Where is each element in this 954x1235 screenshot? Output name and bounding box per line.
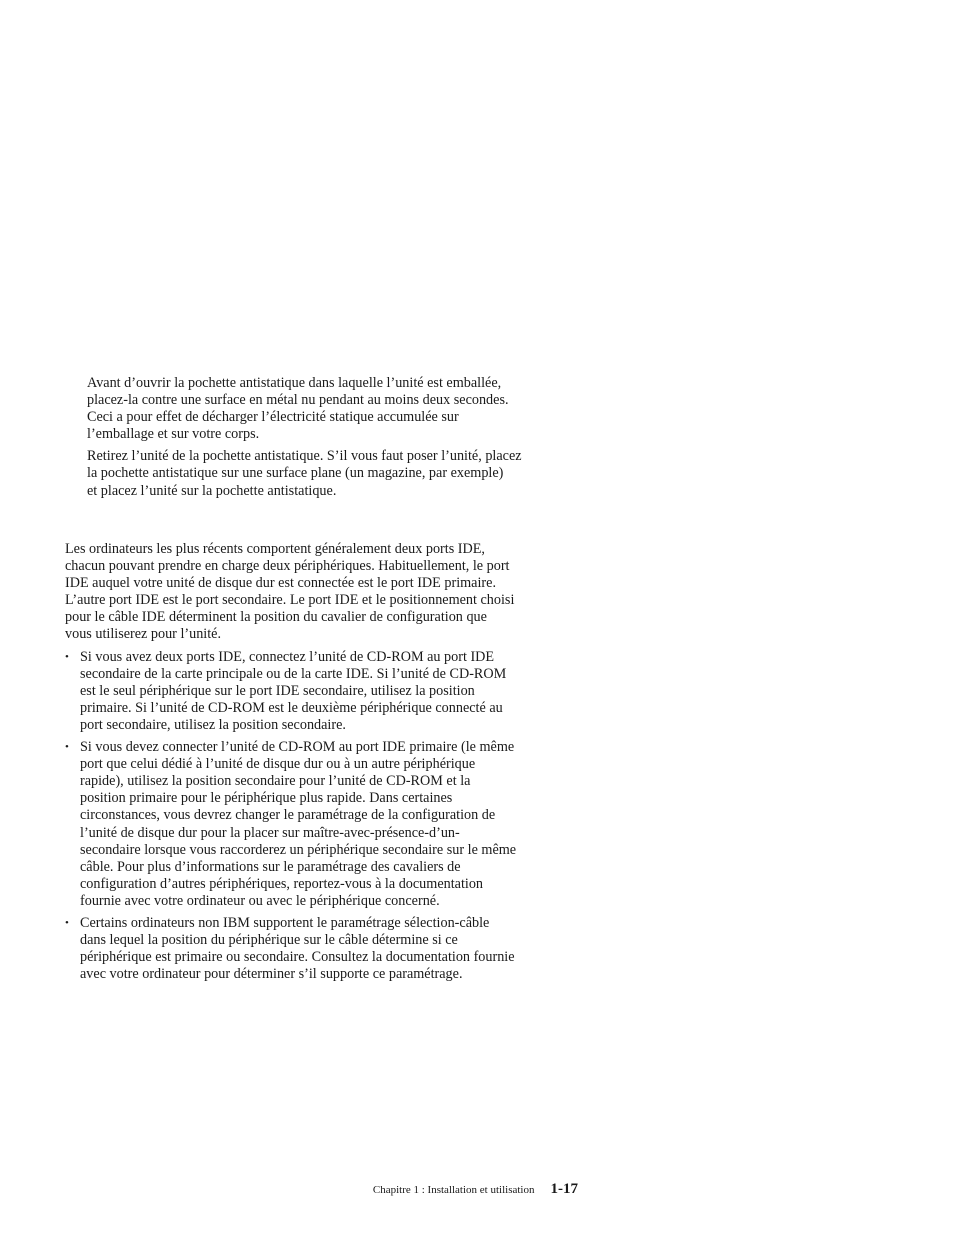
list-item: [65, 649, 577, 734]
text-line: fournie avec votre ordinateur ou avec le périphérique concerné.: [80, 892, 440, 909]
text-line: circonstances, vous devrez changer le paramétrage de la configuration de: [80, 807, 496, 824]
text-line: dans lequel la position du périphérique sur le câble détermine si ce: [80, 932, 458, 949]
text-line: primaire. Si l’unité de CD-ROM est le deuxième périphérique connecté au: [80, 699, 503, 716]
text-line: avec votre ordinateur pour déterminer s’il supporte ce paramétrage.: [80, 966, 463, 983]
text-line: câble. Pour plus d’informations sur le paramétrage des cavaliers de: [80, 858, 461, 875]
page-number: 1-17: [550, 1181, 578, 1197]
text-line: Si vous avez deux ports IDE, connectez l’unité de CD-ROM au port IDE: [80, 648, 495, 665]
list-item: [65, 915, 577, 983]
text-line: Si vous devez connecter l’unité de CD-ROM au port IDE primaire (le même: [80, 739, 515, 756]
text-line: et placez l’unité sur la pochette antistatique.: [87, 482, 337, 499]
text-line: L’autre port IDE est le port secondaire. Le port IDE et le positionnement choisi: [65, 592, 515, 609]
bullet-list: [65, 649, 577, 984]
text-line: secondaire de la carte principale ou de la carte IDE. Si l’unité de CD-ROM: [80, 665, 507, 682]
antistatic-note: [87, 375, 577, 500]
text-line: rapide), utilisez la position secondaire pour l’unité de CD-ROM et la: [80, 773, 471, 790]
note-paragraph-2: [87, 448, 577, 499]
text-line: Les ordinateurs les plus récents comportent généralement deux ports IDE,: [65, 541, 485, 557]
text-line: l’emballage et sur votre corps.: [87, 426, 260, 443]
text-line: position primaire pour le périphérique plus rapide. Dans certaines: [80, 790, 453, 807]
text-line: périphérique est primaire ou secondaire. Consultez la documentation fournie: [80, 949, 515, 966]
bullet-icon: •: [65, 741, 69, 754]
text-line: Ceci a pour effet de décharger l’électricité statique accumulée sur: [87, 409, 459, 426]
text-line: configuration d’autres périphériques, reportez-vous à la documentation: [80, 875, 484, 892]
list-item: [65, 739, 577, 910]
text-line: vous utiliserez pour l’unité.: [65, 626, 222, 643]
note-paragraph-1: [87, 375, 577, 443]
page-footer: [0, 1180, 578, 1198]
text-line: la pochette antistatique sur une surface plane (un magazine, par exemple): [87, 465, 504, 482]
text-line: Avant d’ouvrir la pochette antistatique dans laquelle l’unité est emballée,: [87, 375, 502, 391]
bullet-icon: •: [65, 650, 69, 663]
text-line: placez-la contre une surface en métal nu pendant au moins deux secondes.: [87, 392, 509, 409]
text-line: est le seul périphérique sur le port IDE secondaire, utilisez la position: [80, 682, 475, 699]
text-line: l’unité de disque dur pour la placer sur maître-avec-présence-d’un-: [80, 824, 460, 841]
intro-paragraph: [65, 541, 577, 644]
text-line: chacun pouvant prendre en charge deux périphériques. Habituellement, le port: [65, 558, 510, 575]
ide-section: [65, 541, 577, 983]
text-line: secondaire lorsque vous raccorderez un périphérique secondaire sur le même: [80, 841, 517, 858]
text-line: pour le câble IDE déterminent la position du cavalier de configuration que: [65, 609, 487, 626]
text-line: IDE auquel votre unité de disque dur est connectée est le port IDE primaire.: [65, 575, 496, 592]
text-line: Retirez l’unité de la pochette antistatique. S’il vous faut poser l’unité, placez: [87, 448, 522, 465]
text-line: port secondaire, utilisez la position secondaire.: [80, 716, 346, 733]
text-line: port que celui dédié à l’unité de disque dur ou à un autre périphérique: [80, 756, 476, 773]
footer-chapter-title: Chapitre 1 : Installation et utilisation: [372, 1184, 535, 1196]
text-line: Certains ordinateurs non IBM supportent le paramétrage sélection-câble: [80, 914, 490, 931]
bullet-icon: •: [65, 916, 69, 929]
